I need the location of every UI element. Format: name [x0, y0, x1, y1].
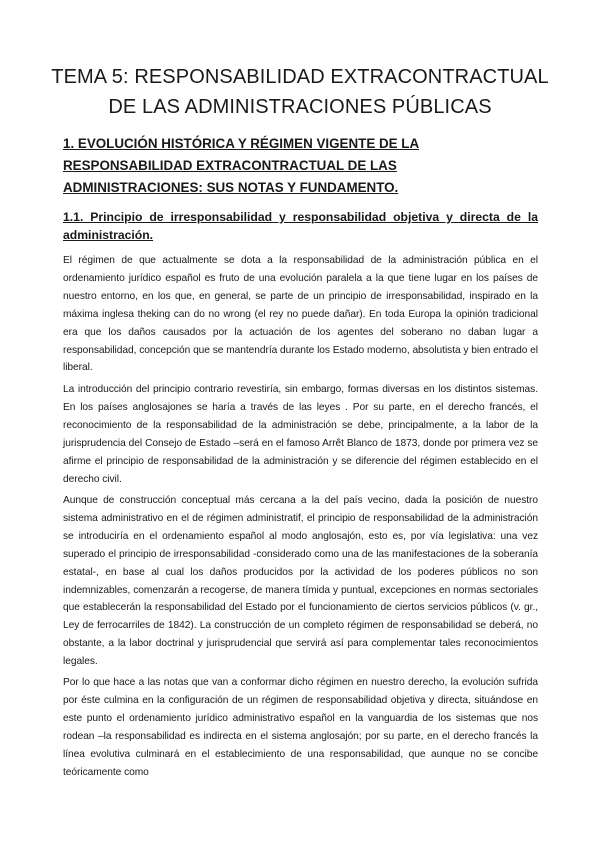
- section-heading: 1. EVOLUCIÓN HISTÓRICA Y RÉGIMEN VIGENTE DE LA RESPONSABILIDAD EXTRACONTRACTUAL DE LAS ADMINISTRACIONES: SUS NOTAS Y FUNDAMENTO.: [63, 136, 420, 195]
- paragraph-1: El régimen de que actualmente se dota a la responsabilidad de la administración pública en el ordenamiento jurídico español es fruto de una evolución paralela a la que tiene lugar en los países de nuestro entorno, en los que, en general, se parte de un principio de irresponsabilidad, inspirado en la máxima inglesa theking can do no wrong (el rey no puede dañar). En toda Europa la opinión tradicional era que los daños causados por la actuación de los agentes del soberano no daban lugar a responsabilidad, concepción que se mantendría durante los Estado moderno, absolutista y bien entrado el liberal.: [63, 255, 538, 374]
- paragraph-2: La introducción del principio contrario revestiría, sin embargo, formas diversas en los distintos sistemas. En los países anglosajones se haría a través de las leyes . Por su parte, en el derecho francés, el reconocimiento de la responsabilidad de la administración se debe, principalmente, a la labor de la jurisprudencia del Consejo de Estado –será en el famoso Arrêt Blanco de 1873, donde por primera vez se afirme el principio de responsabilidad de la administración y se diferencie del régimen establecido en el derecho civil.: [63, 384, 538, 485]
- subsection-heading: 1.1. Principio de irresponsabilidad y responsabilidad objetiva y directa de la administración.: [63, 210, 538, 242]
- document-title: TEMA 5: RESPONSABILIDAD EXTRACONTRACTUAL DE LAS ADMINISTRACIONES PÚBLICAS: [51, 66, 549, 118]
- paragraph-3: Aunque de construcción conceptual más cercana a la del país vecino, dada la posición de nuestro sistema administrativo en el de régimen administratif, el principio de responsabilidad de la administración se introduciría en el ordenamiento español al modo anglosajón, esto es, por vía legislativa: una vez superado el principio de irresponsabilidad -considerado como una de las manifestaciones de la soberanía estatal-, en base al cual los daños producidos por la actividad de los poderes públicos no son indemnizables, comenzarán a recogerse, de manera tímida y puntual, excepciones en normas sectoriales que establecerán la responsabilidad del Estado por el funcionamiento de ciertos servicios públicos (v. gr., Ley de ferrocarriles de 1842). La construcción de un completo régimen de responsabilidad se deberá, no obstante, a la labor doctrinal y jurisprudencial que servirá así para complementar tales reconocimientos legales.: [63, 495, 538, 668]
- paragraph-4: Por lo que hace a las notas que van a conformar dicho régimen en nuestro derecho, la evolución sufrida por éste culmina en la configuración de un régimen de responsabilidad objetiva y directa, situándose en este punto el ordenamiento jurídico administrativo español en la vanguardia de los sistemas que nos rodean –la responsabilidad es indirecta en el sistema anglosajón; por su parte, en el derecho francés la línea evolutiva culminará en el establecimiento de una responsabilidad, que aunque no se concibe teóricamente como: [63, 677, 538, 778]
